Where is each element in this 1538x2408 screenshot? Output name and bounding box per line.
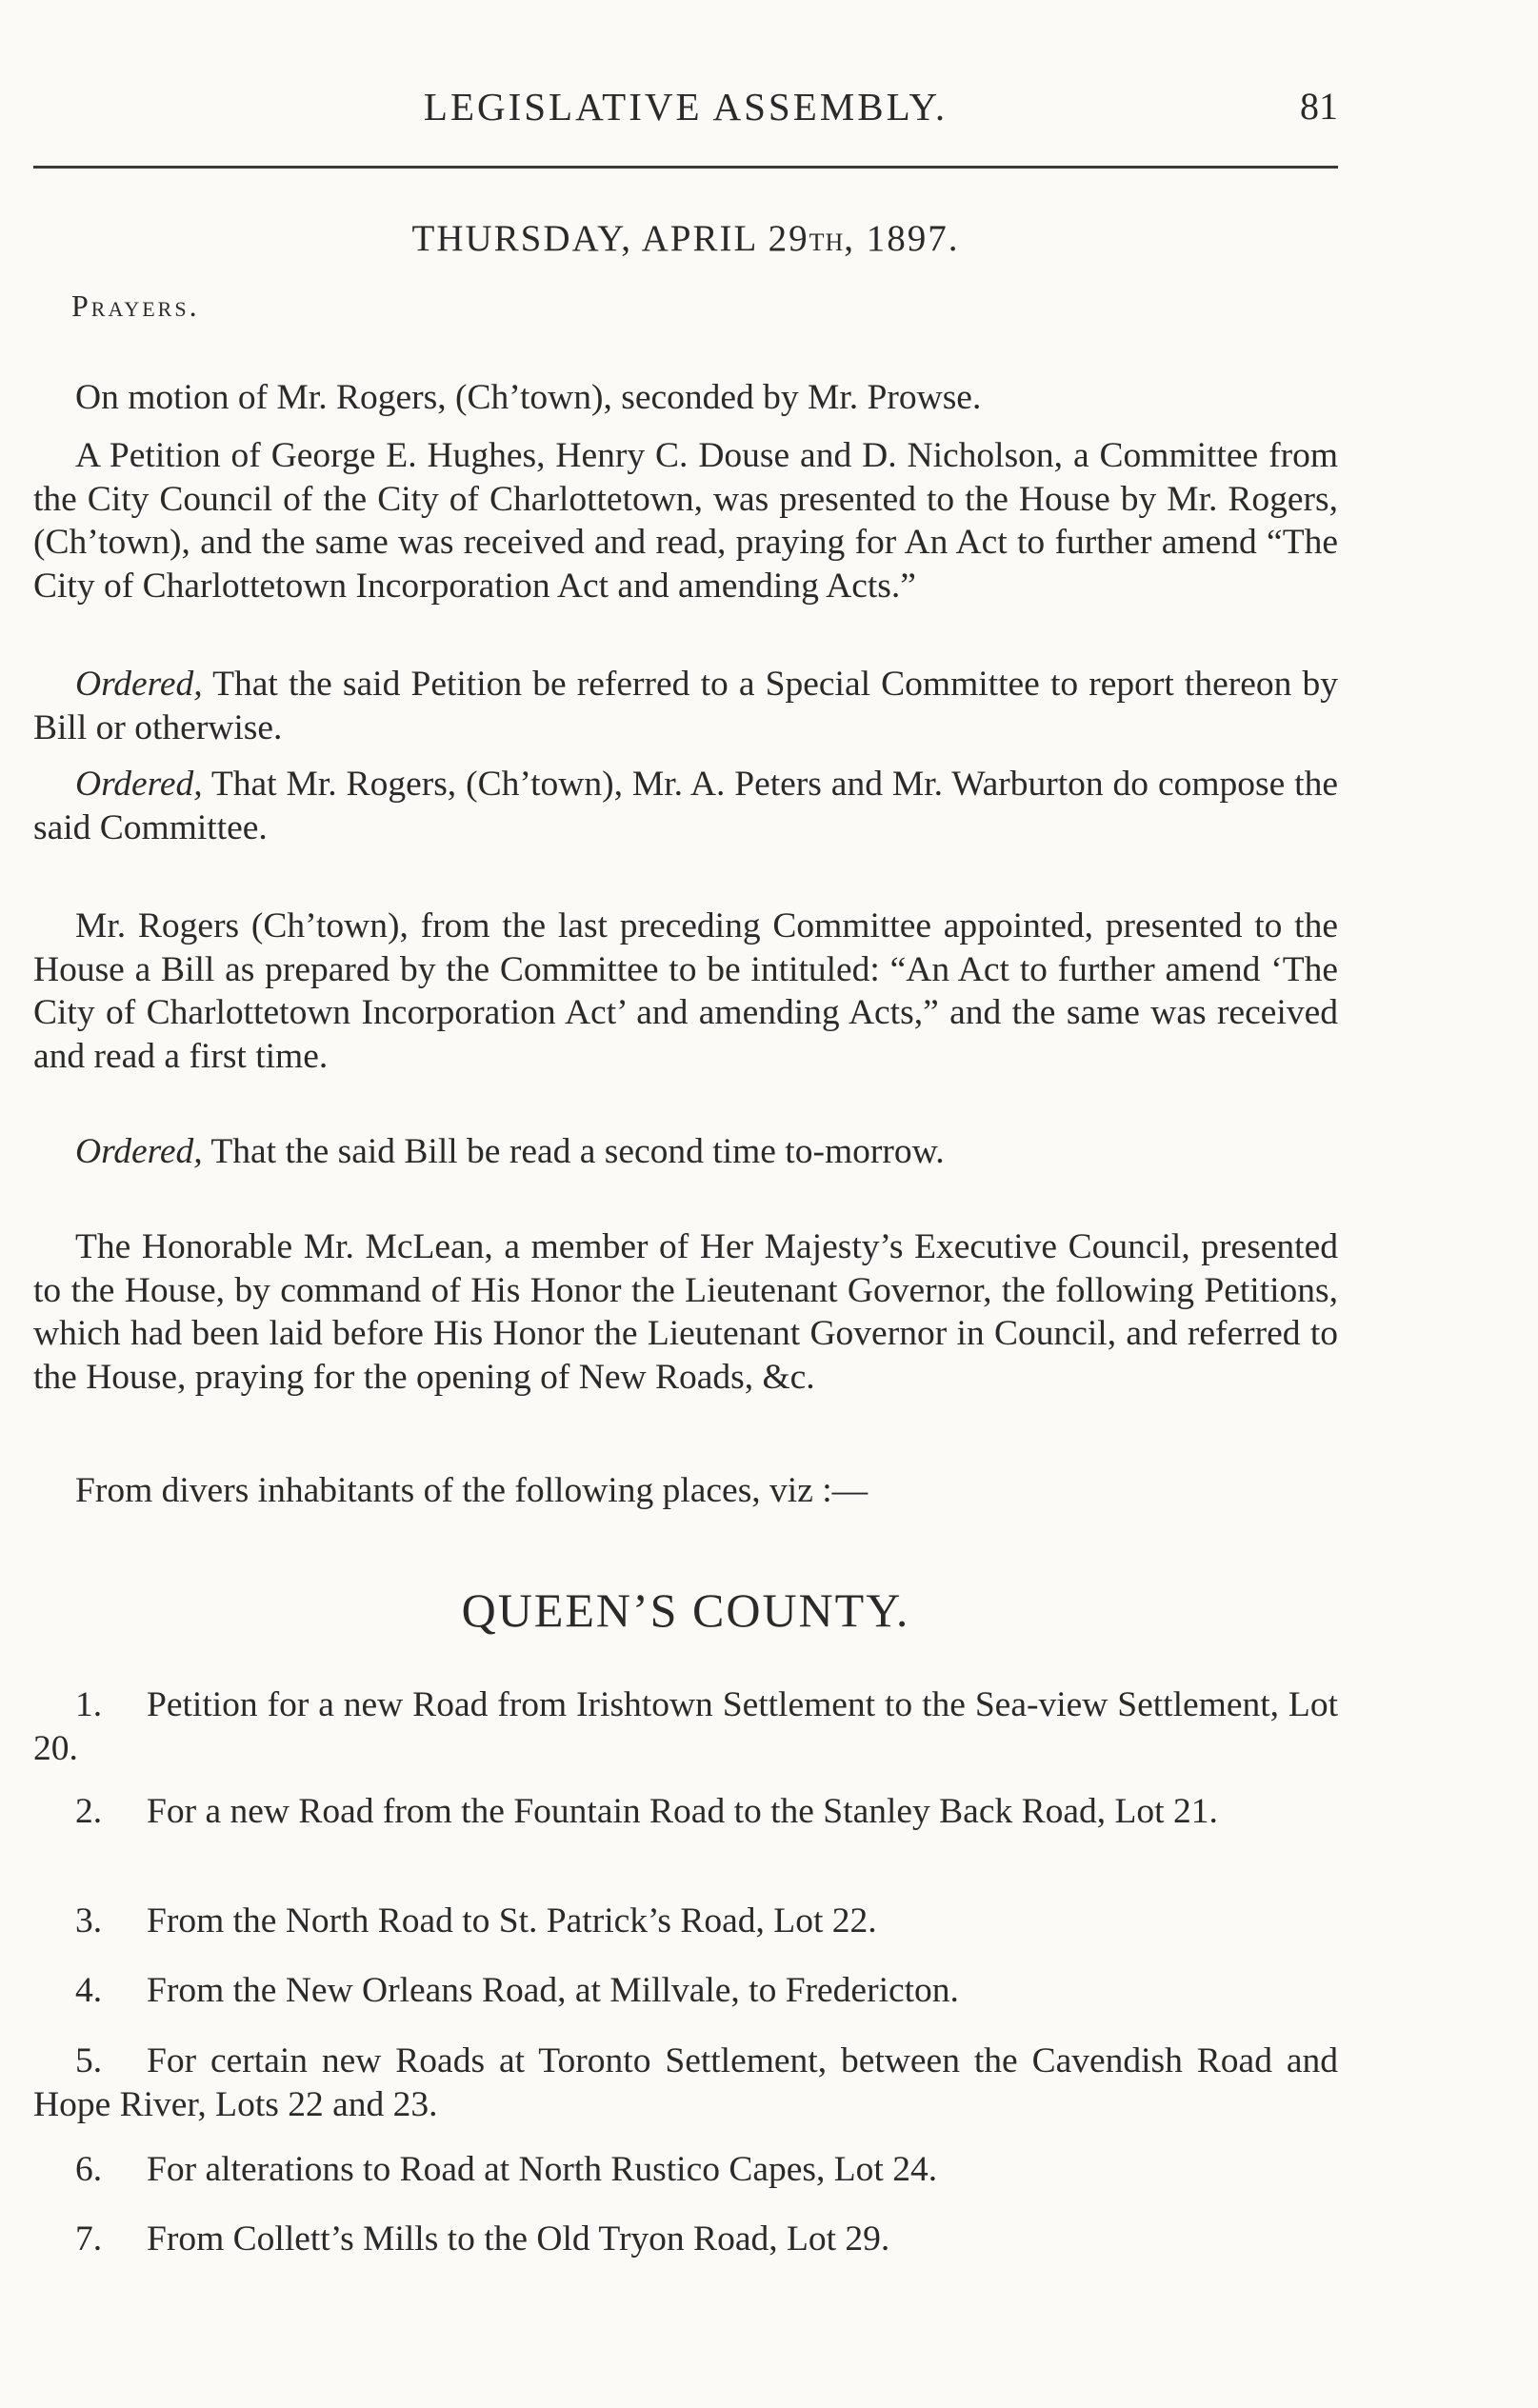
divers-paragraph: From divers inhabitants of the following places, viz :— bbox=[75, 1471, 869, 1510]
item-number: 2. bbox=[75, 1792, 103, 1831]
list-item bbox=[33, 1900, 1338, 1943]
item-number: 4. bbox=[75, 1971, 103, 2010]
ordered-label: Ordered, bbox=[75, 1132, 203, 1171]
ordered-bill-paragraph bbox=[33, 1130, 1338, 1174]
date-suffix: TH bbox=[809, 229, 845, 256]
item-text: For a new Road from the Fountain Road to the Stanley Back Road, Lot 21. bbox=[147, 1792, 1218, 1831]
ordered-text: That Mr. Rogers, (Ch’town), Mr. A. Peters and Mr. Warburton do compose the said Committee. bbox=[33, 765, 1338, 847]
item-number: 1. bbox=[75, 1685, 103, 1724]
ordered-text: That the said Petition be referred to a Special Committee to report thereon by Bill or otherwise. bbox=[33, 665, 1338, 747]
item-text: From Collett’s Mills to the Old Tryon Road, Lot 29. bbox=[147, 2219, 890, 2259]
motion-paragraph: On motion of Mr. Rogers, (Ch’town), seconded by Mr. Prowse. bbox=[75, 378, 982, 417]
item-number: 6. bbox=[75, 2150, 103, 2189]
ordered-petition-paragraph bbox=[33, 663, 1338, 749]
ordered-label: Ordered, bbox=[75, 765, 203, 804]
mclean-paragraph: The Honorable Mr. McLean, a member of Her Majesty’s Executive Council, presented to the House, by command of His Honor the Lieutenant Governor, the following Petitions, which had been laid before His Honor the Lieutenant Governor in Council, and referred to the House, praying for the opening of New Roads, &c. bbox=[33, 1227, 1338, 1397]
item-text: From the North Road to St. Patrick’s Road, Lot 22. bbox=[147, 1901, 877, 1940]
item-number: 5. bbox=[75, 2041, 103, 2080]
prayers-heading: Prayers. bbox=[71, 289, 200, 323]
item-number: 3. bbox=[75, 1901, 103, 1940]
list-item bbox=[33, 2218, 1338, 2261]
page-number: 81 bbox=[1300, 85, 1338, 128]
county-heading: QUEEN’S COUNTY. bbox=[461, 1583, 910, 1637]
session-date bbox=[0, 217, 1371, 260]
header-title: LEGISLATIVE ASSEMBLY. bbox=[423, 85, 949, 129]
item-text: For alterations to Road at North Rustico Capes, Lot 24. bbox=[147, 2150, 938, 2189]
list-item bbox=[33, 2148, 1338, 2192]
item-text: For certain new Roads at Toronto Settlement, between the Cavendish Road and Hope River, Lots 22 and 23. bbox=[33, 2041, 1338, 2124]
list-item bbox=[33, 1683, 1338, 1770]
ordered-committee-paragraph bbox=[33, 763, 1338, 849]
item-text: Petition for a new Road from Irishtown Settlement to the Sea-view Settlement, Lot 20. bbox=[33, 1685, 1338, 1768]
list-item bbox=[33, 1790, 1338, 1834]
item-number: 7. bbox=[75, 2219, 103, 2259]
bill-paragraph: Mr. Rogers (Ch’town), from the last preceding Committee appointed, presented to the House a Bill as prepared by the Committee to be intituled: “An Act to further amend ‘The City of Charlottetown Incorporation Act’ and amending Acts,” and the same was received and read a first time. bbox=[33, 906, 1338, 1076]
petition-paragraph: A Petition of George E. Hughes, Henry C. Douse and D. Nicholson, a Committee from the City Council of the City of Charlottetown, was presented to the House by Mr. Rogers, (Ch’town), and the same was received and read, praying for An Act to further amend “The City of Charlottetown Incorporation Act and amending Acts.” bbox=[33, 436, 1338, 606]
date-year: , 1897. bbox=[844, 218, 960, 259]
header-rule bbox=[33, 166, 1338, 169]
list-item bbox=[33, 2040, 1338, 2126]
item-text: From the New Orleans Road, at Millvale, to Fredericton. bbox=[147, 1971, 959, 2010]
ordered-label: Ordered, bbox=[75, 665, 203, 704]
date-main: THURSDAY, APRIL 29 bbox=[411, 218, 809, 259]
ordered-text: That the said Bill be read a second time to-morrow. bbox=[202, 1132, 945, 1171]
running-header bbox=[33, 84, 1338, 131]
list-item bbox=[33, 1969, 1338, 2013]
